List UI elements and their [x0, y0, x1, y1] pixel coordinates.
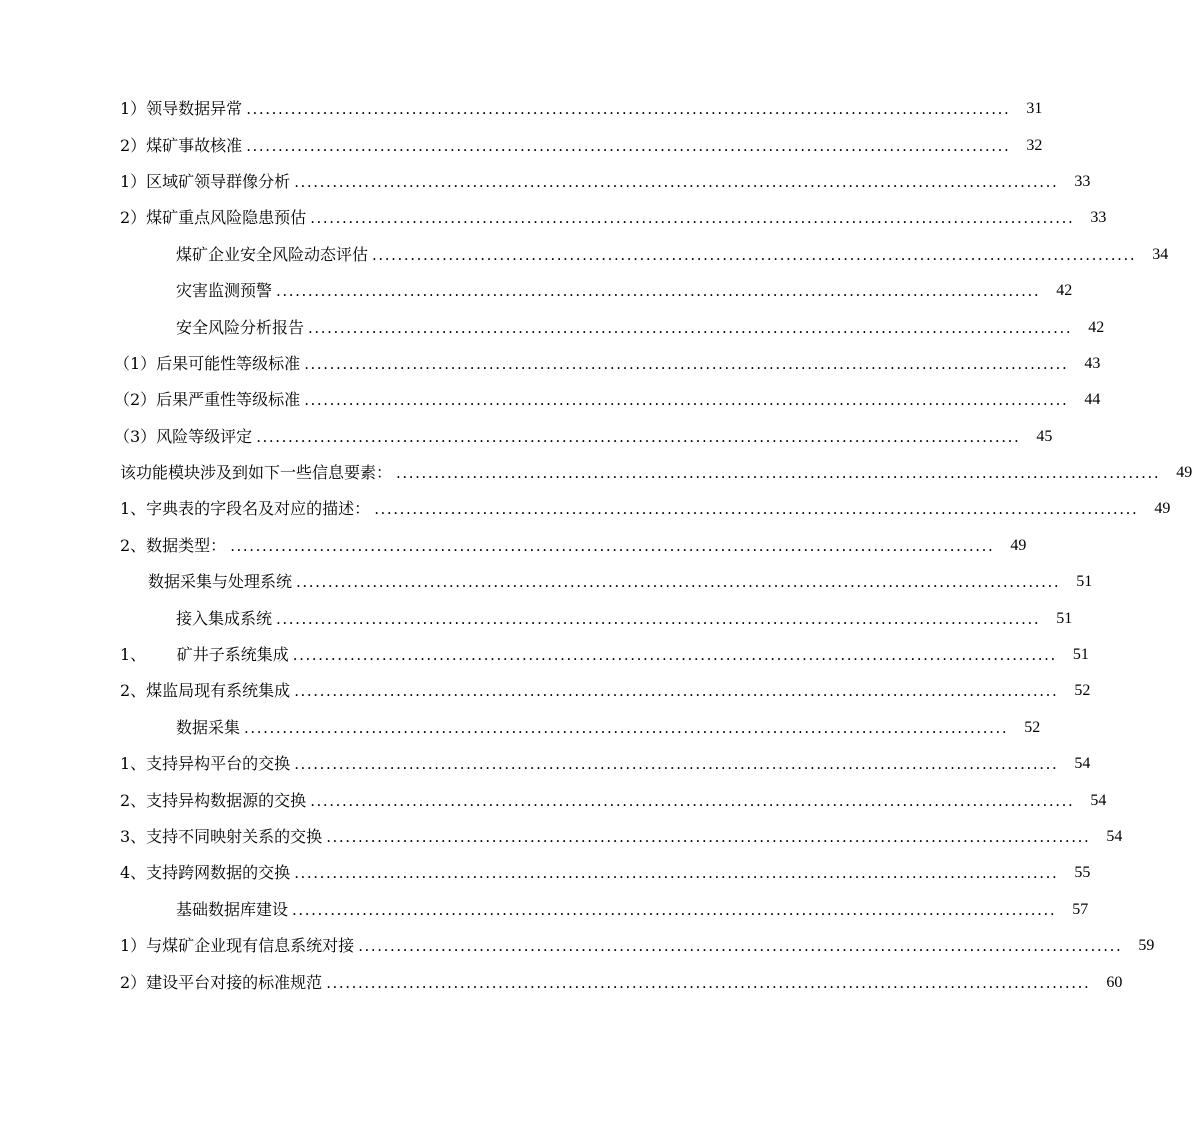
- toc-dot-leader: ........................................................................................................................: [326, 973, 1091, 992]
- toc-dot-leader: ........................................................................................................................: [310, 209, 1075, 228]
- toc-entry-title: 2）煤矿事故核准: [120, 136, 246, 156]
- toc-entry[interactable]: [120, 455, 1192, 491]
- toc-entry-title: 2、支持异构数据源的交换: [120, 791, 310, 811]
- toc-page-number: 34: [1152, 245, 1169, 263]
- toc-entry-title: （3）风险等级评定: [114, 427, 256, 447]
- toc-entry-title: 该功能模块涉及到如下一些信息要素：: [120, 463, 396, 483]
- toc-dot-leader: ........................................................................................................................: [244, 718, 1009, 737]
- table-of-contents: [114, 91, 1192, 1001]
- toc-dot-leader: ........................................................................................................................: [374, 500, 1139, 519]
- toc-entry[interactable]: [120, 710, 1041, 746]
- toc-entry[interactable]: [114, 382, 1101, 418]
- toc-dot-leader: ........................................................................................................................: [310, 791, 1075, 810]
- toc-entry-title: 基础数据库建设: [176, 900, 292, 920]
- toc-dot-leader: ........................................................................................................................: [246, 136, 1011, 155]
- toc-entry-title: （1）后果可能性等级标准: [114, 354, 304, 374]
- toc-dot-leader: ........................................................................................................................: [292, 646, 1057, 665]
- toc-dot-leader: ........................................................................................................................: [304, 391, 1069, 410]
- toc-entry-title: （2）后果严重性等级标准: [114, 390, 304, 410]
- toc-page-number: 60: [1106, 973, 1123, 991]
- toc-page-number: 32: [1026, 136, 1043, 154]
- toc-dot-leader: ........................................................................................................................: [246, 100, 1011, 119]
- toc-dot-leader: ........................................................................................................................: [276, 609, 1041, 628]
- toc-entry-title: 安全风险分析报告: [176, 318, 308, 338]
- toc-entry-title: 数据采集与处理系统: [148, 572, 296, 592]
- toc-entry[interactable]: [120, 273, 1073, 309]
- toc-entry[interactable]: [120, 746, 1091, 782]
- toc-entry[interactable]: [120, 564, 1093, 600]
- toc-page-number: 45: [1036, 427, 1053, 445]
- toc-dot-leader: ........................................................................................................................: [358, 937, 1123, 956]
- toc-entry-title: 2）建设平台对接的标准规范: [120, 973, 326, 993]
- toc-dot-leader: ........................................................................................................................: [294, 755, 1059, 774]
- toc-page-number: 33: [1074, 172, 1091, 190]
- toc-entry[interactable]: [120, 309, 1105, 345]
- toc-page-number: 54: [1074, 755, 1091, 773]
- toc-entry[interactable]: [120, 491, 1171, 527]
- toc-entry-title: 2、煤监局现有系统集成: [120, 681, 294, 701]
- toc-dot-leader: ........................................................................................................................: [396, 464, 1161, 483]
- toc-dot-leader: ........................................................................................................................: [294, 172, 1059, 191]
- toc-entry-title: 1、 矿井子系统集成: [120, 645, 293, 665]
- toc-entry[interactable]: [120, 673, 1091, 709]
- toc-entry[interactable]: [120, 91, 1043, 127]
- toc-page-number: 44: [1084, 391, 1101, 409]
- toc-page-number: 54: [1090, 791, 1107, 809]
- toc-entry[interactable]: [114, 346, 1101, 382]
- toc-entry-title: 1、支持异构平台的交换: [120, 754, 294, 774]
- toc-page-number: 55: [1074, 864, 1091, 882]
- toc-dot-leader: ........................................................................................................................: [296, 573, 1061, 592]
- toc-page-number: 51: [1072, 646, 1089, 664]
- toc-entry-title: 1）领导数据异常: [120, 99, 246, 119]
- toc-entry[interactable]: [120, 164, 1091, 200]
- toc-dot-leader: ........................................................................................................................: [308, 318, 1073, 337]
- toc-page-number: 59: [1138, 937, 1155, 955]
- toc-page-number: 49: [1154, 500, 1171, 518]
- toc-entry-title: 1）区域矿领导群像分析: [120, 172, 294, 192]
- toc-entry-title: 灾害监测预警: [176, 281, 276, 301]
- toc-dot-leader: ........................................................................................................................: [256, 427, 1021, 446]
- toc-page-number: 52: [1074, 682, 1091, 700]
- toc-page-number: 49: [1010, 536, 1027, 554]
- toc-entry[interactable]: [120, 200, 1107, 236]
- toc-entry[interactable]: [120, 964, 1123, 1000]
- toc-dot-leader: ........................................................................................................................: [304, 354, 1069, 373]
- toc-dot-leader: ........................................................................................................................: [294, 864, 1059, 883]
- toc-entry[interactable]: [120, 928, 1155, 964]
- toc-entry-title: 数据采集: [176, 718, 244, 738]
- toc-page-number: 54: [1106, 828, 1123, 845]
- toc-entry[interactable]: [120, 855, 1091, 891]
- toc-entry-title: 1）与煤矿企业现有信息系统对接: [120, 936, 358, 956]
- toc-entry[interactable]: [114, 419, 1053, 455]
- toc-entry-title: 3、支持不同映射关系的交换: [120, 827, 326, 847]
- toc-entry[interactable]: [120, 127, 1043, 163]
- toc-entry[interactable]: [120, 892, 1089, 928]
- toc-page-number: 42: [1088, 318, 1105, 336]
- toc-entry-title: 2、数据类型：: [120, 536, 230, 556]
- toc-entry[interactable]: [120, 637, 1089, 673]
- toc-page-number: 33: [1090, 209, 1107, 227]
- toc-entry-title: 2）煤矿重点风险隐患预估: [120, 208, 310, 228]
- toc-dot-leader: ........................................................................................................................: [294, 682, 1059, 701]
- toc-page-number: 57: [1072, 900, 1089, 918]
- toc-page-number: 49: [1176, 464, 1192, 482]
- toc-entry[interactable]: [120, 528, 1027, 564]
- toc-dot-leader: ........................................................................................................................: [230, 536, 995, 555]
- toc-dot-leader: ........................................................................................................................: [276, 282, 1041, 301]
- toc-page-number: 51: [1076, 573, 1093, 591]
- toc-page-number: 42: [1056, 282, 1073, 300]
- toc-entry-title: 煤矿企业安全风险动态评估: [176, 245, 372, 265]
- toc-entry-title: 1、字典表的字段名及对应的描述：: [120, 499, 374, 519]
- toc-entry[interactable]: [120, 782, 1107, 818]
- toc-page-number: 43: [1084, 354, 1101, 372]
- toc-dot-leader: ........................................................................................................................: [372, 245, 1137, 264]
- toc-page-number: 51: [1056, 609, 1073, 627]
- toc-entry[interactable]: [120, 600, 1073, 636]
- toc-entry-title: 接入集成系统: [176, 609, 276, 629]
- toc-dot-leader: ........................................................................................................................: [292, 900, 1057, 919]
- toc-entry[interactable]: [120, 237, 1169, 273]
- toc-entry-title: 4、支持跨网数据的交换: [120, 863, 294, 883]
- toc-dot-leader: ........................................................................................................................: [326, 828, 1091, 846]
- toc-page-number: 52: [1024, 718, 1041, 736]
- toc-entry[interactable]: [120, 819, 1123, 855]
- toc-page-number: 31: [1026, 100, 1043, 118]
